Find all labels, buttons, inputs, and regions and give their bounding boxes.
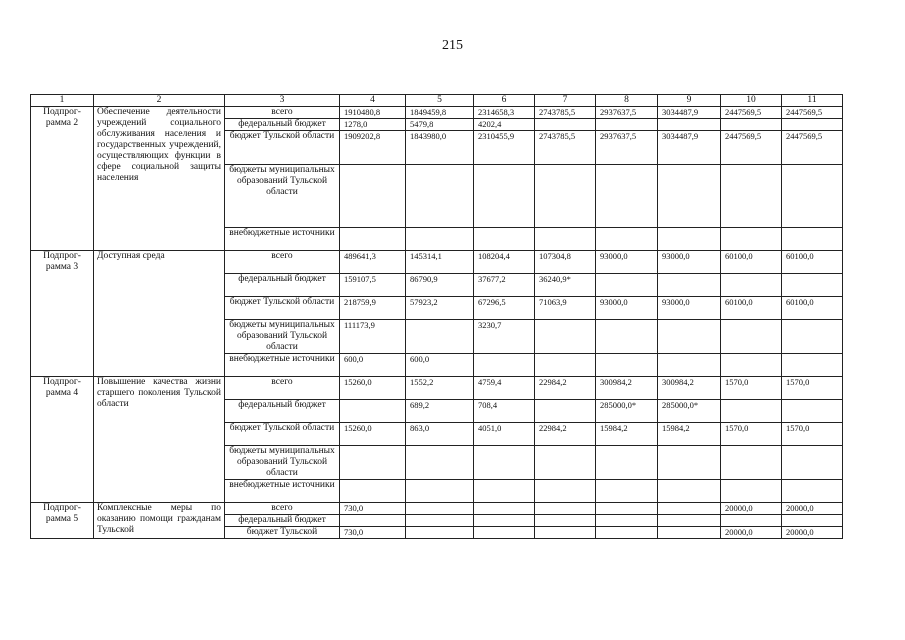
value-cell: 93000,0: [596, 297, 658, 320]
value-cell: 2314658,3: [474, 107, 535, 119]
value-cell: 1909202,8: [340, 131, 406, 165]
funding-source: бюджет Тульской области: [225, 131, 340, 165]
column-header: 11: [782, 95, 843, 107]
value-cell: [782, 165, 843, 228]
value-cell: 730,0: [340, 527, 406, 539]
funding-source: внебюджетные источники: [225, 354, 340, 377]
subprogram-id: Подпрог- рамма 3: [31, 251, 94, 377]
value-cell: [596, 228, 658, 251]
value-cell: [782, 354, 843, 377]
value-cell: 159107,5: [340, 274, 406, 297]
column-header: 9: [658, 95, 721, 107]
value-cell: [535, 354, 596, 377]
value-cell: [721, 515, 782, 527]
page-number: 215: [442, 38, 463, 53]
value-cell: 20000,0: [782, 503, 843, 515]
value-cell: [340, 228, 406, 251]
value-cell: 22984,2: [535, 423, 596, 446]
value-cell: [721, 320, 782, 354]
value-cell: [535, 480, 596, 503]
value-cell: 1570,0: [721, 377, 782, 400]
value-cell: [340, 165, 406, 228]
value-cell: 86790,9: [406, 274, 474, 297]
value-cell: [721, 119, 782, 131]
value-cell: [721, 446, 782, 480]
column-header: 1: [31, 95, 94, 107]
value-cell: [721, 480, 782, 503]
funding-source: бюджет Тульской области: [225, 297, 340, 320]
value-cell: [474, 165, 535, 228]
value-cell: 93000,0: [658, 251, 721, 274]
table-row: [31, 251, 843, 274]
value-cell: 2937637,5: [596, 107, 658, 119]
value-cell: 708,4: [474, 400, 535, 423]
funding-source: всего: [225, 107, 340, 119]
table-row: [31, 107, 843, 119]
value-cell: [658, 320, 721, 354]
funding-source: федеральный бюджет: [225, 119, 340, 131]
value-cell: 3230,7: [474, 320, 535, 354]
value-cell: [782, 400, 843, 423]
value-cell: 22984,2: [535, 377, 596, 400]
value-cell: [596, 165, 658, 228]
value-cell: [406, 228, 474, 251]
subprogram-name: Обеспечение деятельности учреждений социального обслуживания населения и государственных учреждений, осуществляющих функции в сфере социальной защиты населения: [94, 107, 225, 251]
subprogram-name: Повышение качества жизни старшего поколения Тульской области: [94, 377, 225, 503]
funding-source: бюджет Тульской: [225, 527, 340, 539]
value-cell: 37677,2: [474, 274, 535, 297]
value-cell: 2743785,5: [535, 107, 596, 119]
funding-source: бюджеты муниципальных образований Тульской области: [225, 446, 340, 480]
funding-source: бюджеты муниципальных образований Тульской области: [225, 165, 340, 228]
budget-table: [30, 94, 843, 539]
value-cell: [340, 400, 406, 423]
value-cell: 1570,0: [782, 423, 843, 446]
value-cell: [474, 527, 535, 539]
value-cell: [474, 480, 535, 503]
value-cell: [721, 400, 782, 423]
value-cell: [721, 228, 782, 251]
funding-source: внебюджетные источники: [225, 228, 340, 251]
value-cell: 145314,1: [406, 251, 474, 274]
funding-source: федеральный бюджет: [225, 400, 340, 423]
value-cell: [596, 527, 658, 539]
value-cell: [474, 228, 535, 251]
value-cell: [658, 228, 721, 251]
column-header: 7: [535, 95, 596, 107]
funding-source: федеральный бюджет: [225, 274, 340, 297]
value-cell: 689,2: [406, 400, 474, 423]
column-header: 8: [596, 95, 658, 107]
value-cell: [782, 515, 843, 527]
value-cell: [596, 446, 658, 480]
value-cell: 60100,0: [721, 297, 782, 320]
value-cell: [474, 354, 535, 377]
column-header: 5: [406, 95, 474, 107]
value-cell: [596, 354, 658, 377]
value-cell: 1843980,0: [406, 131, 474, 165]
value-cell: 60100,0: [782, 251, 843, 274]
column-header: 6: [474, 95, 535, 107]
value-cell: 15260,0: [340, 377, 406, 400]
value-cell: [658, 165, 721, 228]
value-cell: [596, 320, 658, 354]
subprogram-id: Подпрог- рамма 5: [31, 503, 94, 539]
value-cell: [535, 119, 596, 131]
value-cell: [782, 320, 843, 354]
value-cell: 285000,0*: [658, 400, 721, 423]
value-cell: 1278,0: [340, 119, 406, 131]
value-cell: [406, 480, 474, 503]
value-cell: [535, 515, 596, 527]
value-cell: [721, 354, 782, 377]
column-header: 3: [225, 95, 340, 107]
value-cell: [474, 515, 535, 527]
value-cell: 1570,0: [721, 423, 782, 446]
value-cell: 20000,0: [721, 503, 782, 515]
funding-source: бюджет Тульской области: [225, 423, 340, 446]
value-cell: [596, 274, 658, 297]
value-cell: [535, 446, 596, 480]
value-cell: 36240,9*: [535, 274, 596, 297]
value-cell: 57923,2: [406, 297, 474, 320]
subprogram-id: Подпрог- рамма 4: [31, 377, 94, 503]
value-cell: 60100,0: [721, 251, 782, 274]
funding-source: внебюджетные источники: [225, 480, 340, 503]
value-cell: 1910480,8: [340, 107, 406, 119]
value-cell: [474, 503, 535, 515]
value-cell: [658, 527, 721, 539]
value-cell: 600,0: [340, 354, 406, 377]
value-cell: 2447569,5: [782, 131, 843, 165]
value-cell: [535, 400, 596, 423]
value-cell: [340, 446, 406, 480]
value-cell: 108204,4: [474, 251, 535, 274]
value-cell: [596, 515, 658, 527]
value-cell: 218759,9: [340, 297, 406, 320]
value-cell: [535, 527, 596, 539]
value-cell: 4051,0: [474, 423, 535, 446]
table-row: [31, 503, 843, 515]
column-header: 2: [94, 95, 225, 107]
value-cell: 15260,0: [340, 423, 406, 446]
table-row: [31, 377, 843, 400]
value-cell: [782, 228, 843, 251]
column-header: 4: [340, 95, 406, 107]
value-cell: [782, 274, 843, 297]
value-cell: 60100,0: [782, 297, 843, 320]
value-cell: 2447569,5: [782, 107, 843, 119]
value-cell: 2937637,5: [596, 131, 658, 165]
value-cell: [406, 515, 474, 527]
value-cell: 2447569,5: [721, 107, 782, 119]
value-cell: [406, 446, 474, 480]
value-cell: [596, 503, 658, 515]
value-cell: 1552,2: [406, 377, 474, 400]
value-cell: 300984,2: [596, 377, 658, 400]
value-cell: [340, 480, 406, 503]
value-cell: [340, 515, 406, 527]
value-cell: 4202,4: [474, 119, 535, 131]
funding-source: всего: [225, 377, 340, 400]
value-cell: 730,0: [340, 503, 406, 515]
value-cell: 107304,8: [535, 251, 596, 274]
value-cell: [782, 119, 843, 131]
value-cell: 20000,0: [721, 527, 782, 539]
value-cell: [658, 354, 721, 377]
value-cell: 1570,0: [782, 377, 843, 400]
value-cell: [658, 515, 721, 527]
value-cell: 489641,3: [340, 251, 406, 274]
value-cell: 3034487,9: [658, 131, 721, 165]
value-cell: [596, 119, 658, 131]
value-cell: 71063,9: [535, 297, 596, 320]
value-cell: 285000,0*: [596, 400, 658, 423]
value-cell: [535, 165, 596, 228]
value-cell: [658, 274, 721, 297]
value-cell: [406, 165, 474, 228]
value-cell: 93000,0: [658, 297, 721, 320]
value-cell: [535, 228, 596, 251]
value-cell: 300984,2: [658, 377, 721, 400]
value-cell: [535, 503, 596, 515]
column-header: 10: [721, 95, 782, 107]
value-cell: [658, 446, 721, 480]
value-cell: 3034487,9: [658, 107, 721, 119]
funding-source: всего: [225, 503, 340, 515]
funding-source: федеральный бюджет: [225, 515, 340, 527]
value-cell: 2447569,5: [721, 131, 782, 165]
value-cell: 15984,2: [658, 423, 721, 446]
value-cell: 15984,2: [596, 423, 658, 446]
value-cell: 93000,0: [596, 251, 658, 274]
subprogram-id: Подпрог- рамма 2: [31, 107, 94, 251]
header-row: [31, 95, 843, 107]
value-cell: [535, 320, 596, 354]
value-cell: [721, 274, 782, 297]
value-cell: [658, 119, 721, 131]
value-cell: [658, 480, 721, 503]
value-cell: 1849459,8: [406, 107, 474, 119]
value-cell: [474, 446, 535, 480]
value-cell: 2743785,5: [535, 131, 596, 165]
value-cell: [658, 503, 721, 515]
value-cell: [782, 480, 843, 503]
value-cell: [406, 503, 474, 515]
value-cell: [406, 527, 474, 539]
value-cell: 111173,9: [340, 320, 406, 354]
value-cell: 2310455,9: [474, 131, 535, 165]
funding-source: всего: [225, 251, 340, 274]
funding-source: бюджеты муниципальных образований Тульской области: [225, 320, 340, 354]
value-cell: [782, 446, 843, 480]
value-cell: 4759,4: [474, 377, 535, 400]
subprogram-name: Доступная среда: [94, 251, 225, 377]
value-cell: 5479,8: [406, 119, 474, 131]
value-cell: 20000,0: [782, 527, 843, 539]
value-cell: 600,0: [406, 354, 474, 377]
value-cell: [406, 320, 474, 354]
value-cell: [596, 480, 658, 503]
value-cell: 67296,5: [474, 297, 535, 320]
value-cell: [721, 165, 782, 228]
value-cell: 863,0: [406, 423, 474, 446]
subprogram-name: Комплексные меры по оказанию помощи гражданам Тульской: [94, 503, 225, 539]
